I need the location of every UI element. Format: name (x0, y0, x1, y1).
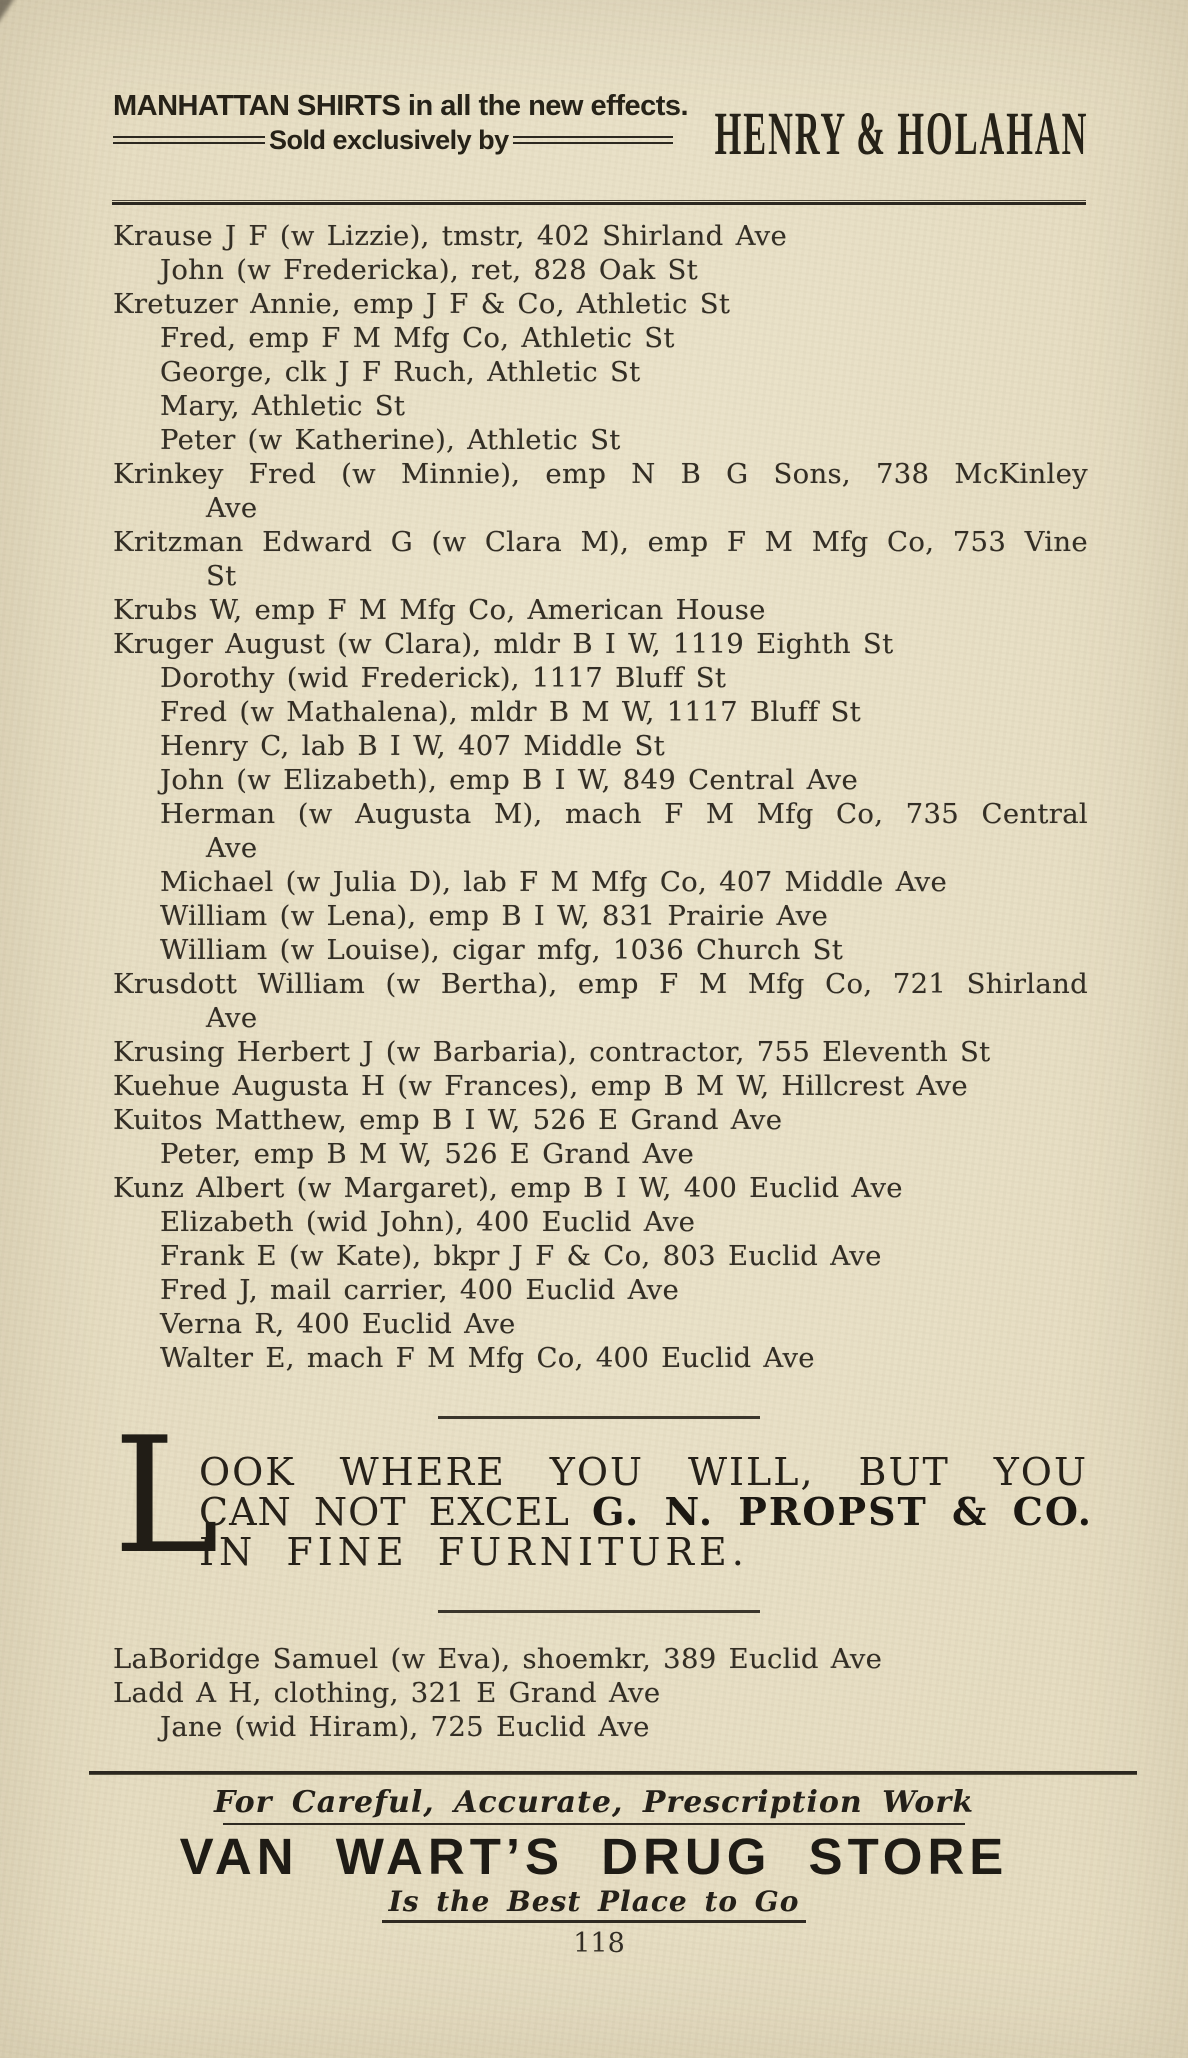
directory-entry: Kunz Albert (w Margaret), emp B I W, 400 Euclid Ave (113, 1172, 903, 1204)
directory-entry: Frank E (w Kate), bkpr J F & Co, 803 Euclid Ave (160, 1240, 882, 1272)
directory-entry: Dorothy (wid Frederick), 1117 Bluff St (160, 662, 727, 694)
directory-entry: Mary, Athletic St (160, 390, 406, 422)
propst-ad-line3: IN FINE FURNITURE. (199, 1530, 749, 1574)
directory-entry: Krause J F (w Lizzie), tmstr, 402 Shirland Ave (113, 220, 788, 252)
header-brand-logotype: HENRY & HOLAHAN (714, 99, 1088, 168)
directory-entry: Michael (w Julia D), lab F M Mfg Co, 407 Middle Ave (160, 866, 948, 898)
directory-entry: Henry C, lab B I W, 407 Middle St (160, 730, 665, 762)
propst-furniture-ad (113, 1402, 1093, 1589)
header-divider-rule (112, 200, 1086, 205)
directory-entry: Kuitos Matthew, emp B I W, 526 E Grand Ave (113, 1104, 783, 1136)
directory-entry: LaBoridge Samuel (w Eva), shoemkr, 389 Euclid Ave (113, 1643, 883, 1675)
propst-ad-line2 (199, 1489, 1093, 1534)
directory-entry: Peter, emp B M W, 526 E Grand Ave (160, 1138, 695, 1170)
directory-entry: William (w Lena), emp B I W, 831 Prairie Ave (160, 900, 829, 932)
propst-ad-line2-normal: CAN NOT EXCEL (199, 1490, 570, 1534)
decorative-double-rule-right (513, 136, 673, 144)
directory-entry-wrap: Ave (206, 832, 258, 864)
directory-entry: Kruger August (w Clara), mldr B I W, 1119 Eighth St (113, 628, 894, 660)
directory-entry: Peter (w Katherine), Athletic St (160, 424, 621, 456)
directory-entry: Verna R, 400 Euclid Ave (160, 1308, 516, 1340)
vanwart-drugstore-ad (94, 1786, 1094, 1923)
decorative-double-rule-left (113, 136, 265, 144)
directory-entry: Herman (w Augusta M), mach F M Mfg Co, 735 Central (160, 798, 1088, 830)
directory-entry: Krusdott William (w Bertha), emp F M Mfg Co, 721 Shirland (113, 968, 1088, 1000)
footer-divider-rule (89, 1771, 1137, 1775)
directory-entry: Krubs W, emp F M Mfg Co, American House (113, 594, 766, 626)
scan-corner-shadow (0, 0, 16, 26)
directory-entry: John (w Elizabeth), emp B I W, 849 Central Ave (160, 764, 859, 796)
dropcap-letter: L (113, 1402, 220, 1589)
directory-entry: William (w Louise), cigar mfg, 1036 Church St (160, 934, 844, 966)
directory-entry: Kretuzer Annie, emp J F & Co, Athletic St (113, 288, 731, 320)
directory-entry: Kuehue Augusta H (w Frances), emp B M W, Hillcrest Ave (113, 1070, 968, 1102)
header-ad-line2-row (113, 125, 698, 155)
directory-entry: Krusing Herbert J (w Barbaria), contractor, 755 Eleventh St (113, 1036, 991, 1068)
vanwart-store-name: VAN WART’S DRUG STORE (179, 1828, 1009, 1885)
directory-entry: Fred (w Mathalena), mldr B M W, 1117 Bluff St (160, 696, 862, 728)
vanwart-tagline-top: For Careful, Accurate, Prescription Work (214, 1785, 974, 1820)
header-ad (113, 90, 1088, 168)
propst-ad-text (199, 1450, 1093, 1574)
directory-listing (113, 219, 1088, 1375)
directory-entry: Walter E, mach F M Mfg Co, 400 Euclid Ave (160, 1342, 815, 1374)
header-ad-text (113, 90, 698, 155)
directory-listing-continued (113, 1642, 1088, 1744)
directory-entry: Fred J, mail carrier, 400 Euclid Ave (160, 1274, 680, 1306)
section-divider-rule-top (438, 1416, 760, 1419)
page-number: 118 (573, 1928, 625, 1959)
directory-entry: George, clk J F Ruch, Athletic St (160, 356, 641, 388)
directory-entry: Elizabeth (wid John), 400 Euclid Ave (160, 1206, 696, 1238)
vanwart-tagline-top-underline (223, 1823, 965, 1825)
directory-entry-wrap: St (206, 560, 237, 592)
propst-company-name: G. N. PROPST & CO. (591, 1489, 1093, 1534)
directory-entry: John (w Fredericka), ret, 828 Oak St (160, 254, 698, 286)
directory-entry: Jane (wid Hiram), 725 Euclid Ave (160, 1711, 650, 1743)
header-ad-line2: Sold exclusively by (269, 125, 509, 155)
directory-entry: Kritzman Edward G (w Clara M), emp F M Mfg Co, 753 Vine (113, 526, 1088, 558)
directory-entry-wrap: Ave (206, 1002, 258, 1034)
section-divider-rule-bottom (438, 1610, 760, 1613)
propst-ad-line1: OOK WHERE YOU WILL, BUT YOU (199, 1450, 1088, 1494)
vanwart-tagline-bottom-underline (382, 1920, 806, 1923)
header-ad-line1: MANHATTAN SHIRTS in all the new effects. (113, 90, 689, 122)
directory-entry: Ladd A H, clothing, 321 E Grand Ave (113, 1677, 661, 1709)
directory-entry: Fred, emp F M Mfg Co, Athletic St (160, 322, 675, 354)
directory-entry: Krinkey Fred (w Minnie), emp N B G Sons, 738 McKinley (113, 458, 1088, 490)
vanwart-tagline-bottom: Is the Best Place to Go (388, 1885, 800, 1918)
directory-entry-wrap: Ave (206, 492, 258, 524)
